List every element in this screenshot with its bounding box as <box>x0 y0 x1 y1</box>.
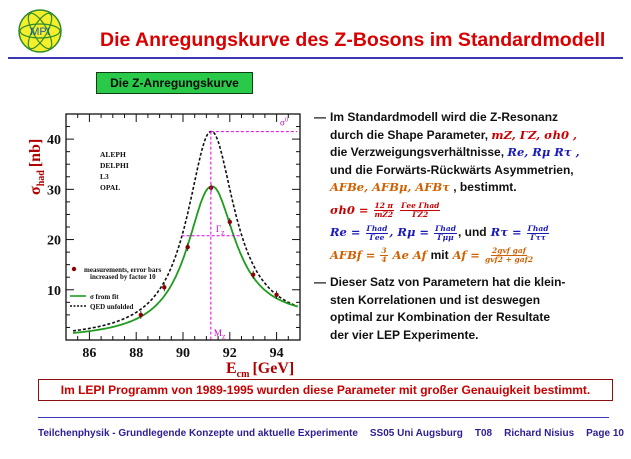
mz-annotation: $M_Z$ <box>213 328 226 341</box>
p1-line-2: durch die Shape Parameter, mZ, ΓZ, σh0 , <box>330 127 577 142</box>
x-tick-label: 86 <box>82 346 97 361</box>
z-resonance-chart <box>0 100 310 382</box>
footer-page: Page 10 <box>586 428 624 439</box>
logo-text: MPI <box>30 26 50 38</box>
footer-author: Richard Nisius <box>504 428 575 439</box>
y-tick-label: 20 <box>47 233 61 249</box>
footer-semester: SS05 Uni Augsburg <box>369 428 463 439</box>
formula-sigma0: σh0 = $\frac{12 \pi}{mZ2}$ Γee Γhad ΓZ2 <box>330 201 440 219</box>
data-point <box>251 273 255 277</box>
x-tick-labels <box>82 346 283 361</box>
x-axis-label: $E_{cm}$ [GeV] <box>226 360 295 380</box>
sigma0-annotation: $\sigma^0$ <box>280 117 288 128</box>
data-point <box>162 285 166 289</box>
y-tick-labels <box>47 133 61 299</box>
p1-line-4: und die Forwärts-Rückwärts Asymmetrien, <box>330 162 574 177</box>
p1-line-3: die Verzweigungsverhältnisse, Re, Rμ Rτ , <box>330 145 580 159</box>
x-tick-label: 92 <box>222 346 237 361</box>
data-point <box>139 313 143 317</box>
p2-line-4: der vier LEP Experimente. <box>330 327 479 342</box>
conclusion-box: Im LEPI Programm von 1989-1995 wurden diese Parameter mit großer Genauigkeit bestimmt. <box>38 379 613 401</box>
y-tick-label: 40 <box>47 133 61 149</box>
legend-points-2: increased by factor 10 <box>90 273 156 281</box>
p2-line-2: sten Korrelationen und ist deswegen <box>330 292 541 307</box>
data-point <box>185 245 189 249</box>
section-label: Die Z-Anregungskurve <box>96 72 253 94</box>
legend-points: measurements, error bars <box>84 266 162 274</box>
paragraph-1: — Im Standardmodell wird die Z-Resonanz durch die Shape Parameter, mZ, ΓZ, σh0 , die Verzweigungsverhältnisse, Re, Rμ Rτ , und die Forwärts-Rückwärts Asymmetrien, AFBe, AFBμ, AFBτ , bestimmt. σh0 = $\frac{12 \pi}{mZ2}$ Γee Γhad ΓZ2 Re = Γhad Γee , Rμ = Γhad Γμμ , und Rτ = Γhad Γττ AFBf = $\frac{3}{4}$ Ae Af mit Af = 2gvf gaf gvf2 + gaf2 <box>314 109 626 264</box>
legend-qed: QED unfolded <box>90 303 134 311</box>
y-axis-label: $\sigma_{had}[nb]$ <box>27 138 47 195</box>
experiment-label: ALEPH <box>100 150 126 159</box>
formula-ratios: Re = Γhad Γee , Rμ = Γhad Γμμ , und Rτ = Γhad Γττ <box>330 223 549 242</box>
y-tick-label: 30 <box>47 183 61 199</box>
footer-topic: T08 <box>474 428 493 439</box>
footer <box>38 428 631 439</box>
formula-asymmetry: AFBf = $\frac{3}{4}$ Ae Af mit Af = 2gvf gaf gvf2 + gaf2 <box>330 246 534 264</box>
measurement-points <box>139 184 279 319</box>
experiment-label: OPAL <box>100 183 121 192</box>
data-point <box>228 220 232 224</box>
legend-fit: σ from fit <box>90 293 119 301</box>
page-title: Die Anregungskurve des Z-Bosons im Standardmodell <box>100 29 606 51</box>
x-tick-label: 94 <box>269 346 284 361</box>
gamma-annotation: $\Gamma_Z$ <box>215 223 225 237</box>
explanation-panel <box>314 109 626 344</box>
p2-line-1: Dieser Satz von Parametern hat die klein- <box>330 275 566 289</box>
header-divider <box>8 57 623 59</box>
data-point <box>274 293 278 297</box>
x-tick-label: 88 <box>129 346 144 361</box>
legend-marker-points <box>72 267 76 271</box>
footer-course: Teilchenphysik - Grundlegende Konzepte und aktuelle Experimente <box>38 428 358 439</box>
footer-divider <box>38 417 609 418</box>
experiment-label: L3 <box>100 172 109 181</box>
p1-line-5: AFBe, AFBμ, AFBτ , bestimmt. <box>330 180 517 194</box>
p2-line-3: optimal zur Kombination der Resultate <box>330 310 551 324</box>
p1-line-1: Im Standardmodell wird die Z-Resonanz <box>330 110 559 124</box>
fit-curve <box>73 186 298 333</box>
experiment-label: DELPHI <box>100 161 129 170</box>
x-tick-label: 90 <box>176 346 190 361</box>
paragraph-2: — Dieser Satz von Parametern hat die klein- sten Korrelationen und ist deswegen optimal zur Kombination der Resultate der vier LEP Experimente. <box>314 274 626 344</box>
mpi-logo <box>17 8 63 54</box>
y-tick-label: 10 <box>47 283 61 299</box>
